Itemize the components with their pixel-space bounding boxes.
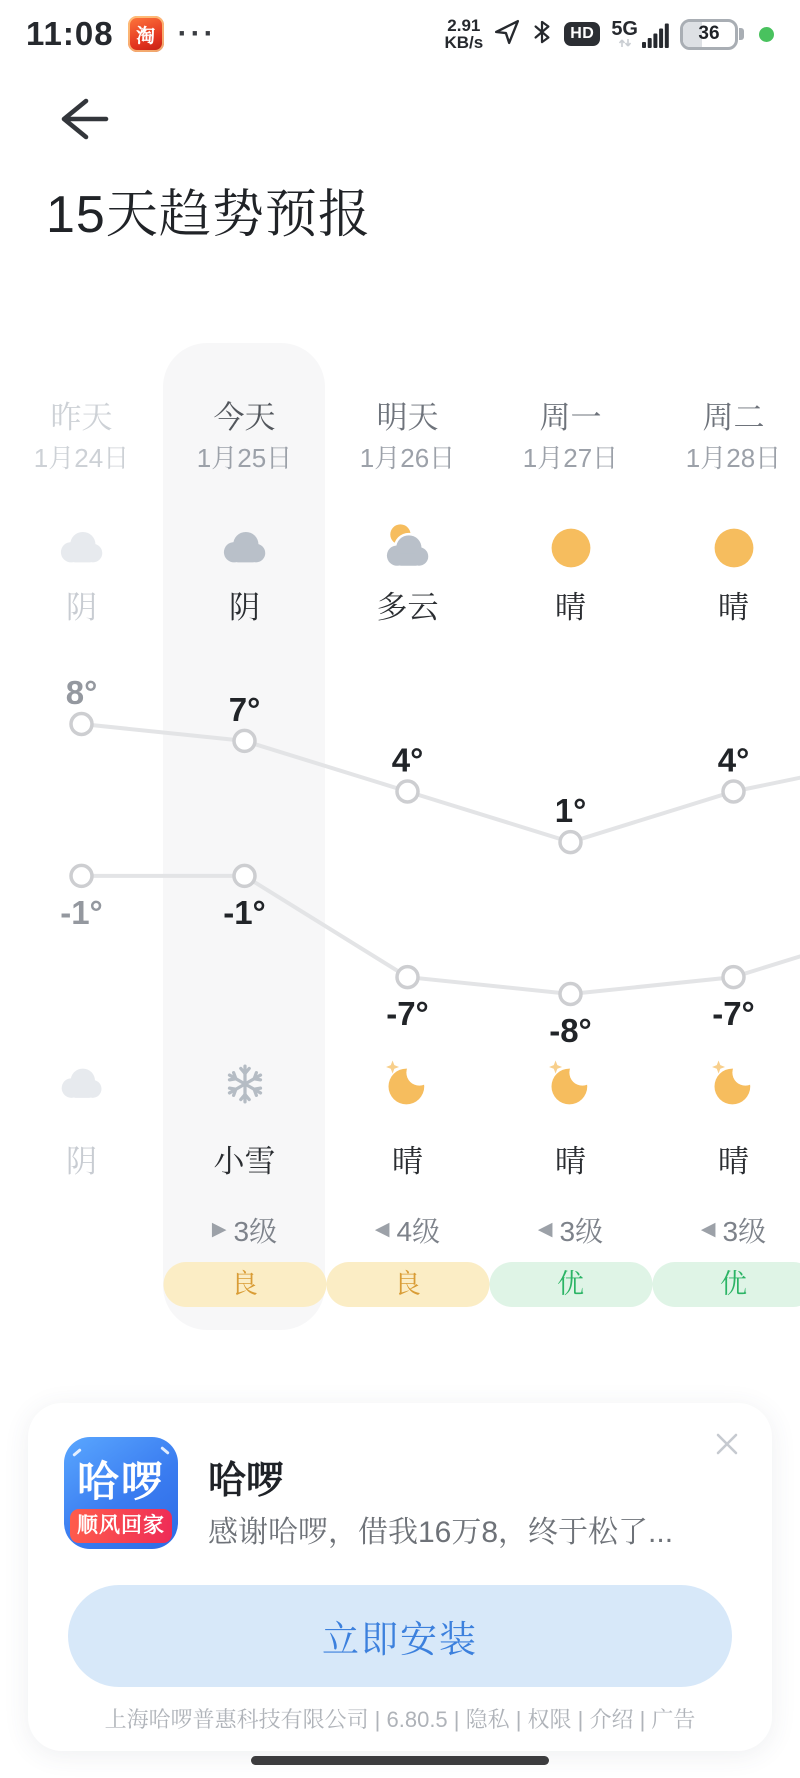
day-condition: 阴 — [66, 590, 97, 625]
wind-info — [652, 1210, 800, 1250]
hd-volte-icon: HD — [564, 22, 600, 46]
svg-text:1°: 1° — [554, 792, 587, 830]
wind-info — [326, 1210, 489, 1250]
page-title: 15天趋势预报 — [46, 186, 371, 244]
day-date: 1月28日 — [685, 443, 782, 473]
close-icon — [714, 1431, 740, 1457]
ad-app-name: 哈啰 — [208, 1460, 285, 1502]
day-date: 1月24日 — [33, 443, 130, 473]
night-condition: 阴 — [66, 1144, 97, 1179]
aqi-badge: 良 — [163, 1262, 326, 1307]
wind-info — [163, 1210, 326, 1250]
battery-percent: 36 — [698, 23, 720, 44]
network-speed-unit: KB/s — [444, 33, 484, 52]
moon-icon — [489, 1054, 652, 1114]
svg-text:-7°: -7° — [712, 995, 755, 1033]
snow-icon — [163, 1054, 326, 1114]
wind-level: 3级 — [559, 1216, 604, 1247]
day-date: 1月25日 — [196, 443, 293, 473]
forecast-day-column-1[interactable] — [163, 0, 326, 1340]
ad-card — [28, 1403, 772, 1751]
sun-icon — [489, 518, 652, 578]
ad-description: 感谢哈啰，借我16万8，终于松了... — [208, 1516, 674, 1549]
day-condition: 晴 — [718, 590, 749, 625]
night-condition: 小雪 — [213, 1144, 276, 1179]
cloud-icon — [163, 518, 326, 578]
svg-text:-8°: -8° — [549, 1012, 592, 1049]
ad-app-icon-text: 哈啰 — [76, 1458, 165, 1505]
wind-direction-right-icon: ▶ — [211, 1219, 227, 1240]
network-type-label: 5G — [611, 18, 638, 40]
partly-cloudy-icon — [326, 518, 489, 578]
day-condition: 阴 — [229, 590, 260, 625]
night-condition: 晴 — [555, 1144, 586, 1179]
day-date: 1月26日 — [359, 443, 456, 473]
forecast-day-column-2[interactable] — [326, 0, 489, 1340]
day-name: 周一 — [539, 400, 602, 435]
aqi-badge: 良 — [326, 1262, 489, 1307]
day-condition: 多云 — [376, 590, 439, 625]
svg-text:4°: 4° — [717, 741, 750, 779]
day-name: 周二 — [702, 400, 765, 435]
moon-icon — [326, 1054, 489, 1114]
day-date: 1月27日 — [522, 443, 619, 473]
aqi-badge: 优 — [489, 1262, 652, 1307]
clock: 11:08 — [26, 15, 114, 52]
wind-level: 3级 — [233, 1216, 278, 1247]
aqi-badge: 优 — [652, 1262, 800, 1307]
network-speed-value: 2.91 — [447, 16, 481, 35]
svg-text:8°: 8° — [65, 674, 98, 711]
night-condition: 晴 — [718, 1144, 749, 1179]
day-condition: 晴 — [555, 590, 586, 625]
day-name: 今天 — [213, 400, 276, 435]
svg-text:4°: 4° — [391, 741, 424, 779]
day-name: 昨天 — [50, 400, 113, 435]
wind-level: 3级 — [722, 1216, 767, 1247]
ad-close-button[interactable] — [710, 1427, 744, 1461]
ad-footer-links[interactable]: 上海哈啰普惠科技有限公司 | 6.80.5 | 隐私 | 权限 | 介绍 | 广告 — [104, 1707, 696, 1732]
svg-text:-1°: -1° — [60, 893, 103, 931]
forecast-day-column-0[interactable] — [0, 0, 163, 1340]
wind-direction-left-icon: ◀ — [537, 1219, 553, 1240]
wind-info — [489, 1210, 652, 1250]
wind-direction-left-icon: ◀ — [700, 1219, 716, 1240]
sun-icon — [652, 518, 800, 578]
svg-text:-1°: -1° — [223, 893, 266, 931]
ad-install-button[interactable]: 立即安装 — [68, 1585, 732, 1687]
day-name: 明天 — [376, 400, 439, 435]
home-indicator-bar[interactable] — [251, 1756, 549, 1765]
forecast-day-column-3[interactable] — [489, 0, 652, 1340]
wind-level: 4级 — [396, 1216, 441, 1247]
ad-app-icon[interactable] — [64, 1437, 178, 1549]
taobao-glyph: 淘 — [136, 25, 156, 47]
more-notifications-icon: ··· — [177, 17, 217, 50]
svg-text:7°: 7° — [228, 690, 261, 728]
cloud-faded-icon — [0, 518, 163, 578]
forecast-day-column-4[interactable] — [652, 0, 800, 1340]
svg-text:-7°: -7° — [386, 995, 429, 1033]
night-condition: 晴 — [392, 1144, 423, 1179]
ad-app-icon-banner: 顺风回家 — [70, 1509, 172, 1543]
moon-icon — [652, 1054, 800, 1114]
cloud-faded-icon — [0, 1054, 163, 1114]
wind-direction-left-icon: ◀ — [374, 1219, 390, 1240]
